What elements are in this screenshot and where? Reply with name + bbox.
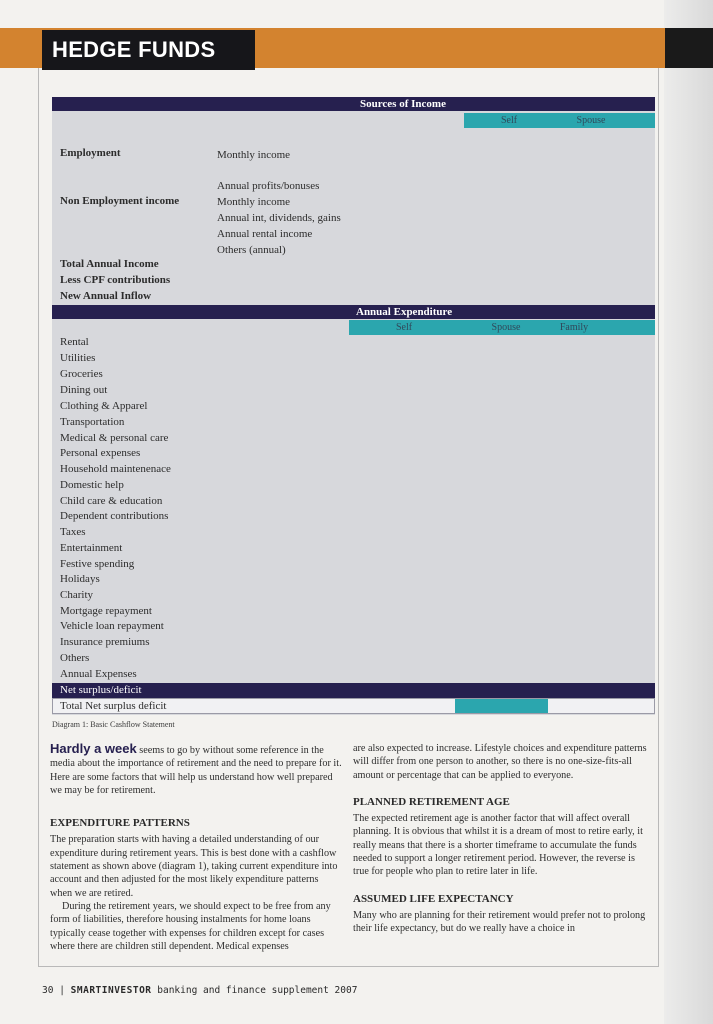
page-number: 30 (42, 985, 54, 996)
new-annual-inflow: New Annual Inflow (60, 290, 152, 302)
expense-row: Taxes (60, 526, 86, 538)
expenditure-title: Annual Expenditure (356, 306, 453, 318)
total-net-self-cell (455, 699, 548, 713)
expense-row: Household maintenenace (60, 463, 171, 475)
frame-line-right (658, 68, 659, 966)
employment-label: Employment (60, 147, 121, 159)
expense-row: Holidays (60, 573, 100, 585)
section-banner-end (665, 28, 713, 68)
intro-text: seems to go by without some reference in the media about the importance of retirement and the need to prepare for it. Here are some factors that will help us understand how well prepared we may be for retirement. (50, 745, 342, 796)
intro-paragraph (50, 742, 342, 797)
expense-row: Vehicle loan repayment (60, 620, 164, 632)
non-employment-item: Monthly income (217, 196, 291, 208)
expense-row: Annual Expenses (60, 668, 137, 680)
article-right-column (353, 742, 647, 936)
expense-row: Mortgage repayment (60, 605, 152, 617)
less-cpf: Less CPF contributions (60, 274, 171, 286)
paragraph-right-1: are also expected to increase. Lifestyle choices and expenditure patterns will differ from one person to another, so there is no one-size-fits-all amount or percentage that can be applied to everyone. (353, 743, 647, 781)
page-footer (42, 985, 357, 996)
net-surplus-label: Net surplus/deficit (60, 684, 142, 696)
non-employment-item: Annual rental income (217, 228, 313, 240)
expense-row: Festive spending (60, 558, 135, 570)
expense-row: Rental (60, 336, 89, 348)
expense-row: Charity (60, 589, 93, 601)
heading-life-expectancy: ASSUMED LIFE EXPECTANCY (353, 892, 514, 905)
expense-row: Insurance premiums (60, 636, 150, 648)
article-left-column (50, 742, 342, 953)
income-header (52, 97, 655, 111)
non-employment-item: Annual profits/bonuses (217, 180, 320, 192)
page-edge-shadow (664, 0, 713, 1024)
footer-separator: | (59, 985, 65, 996)
expenditure-column-bar (349, 320, 655, 335)
income-title: Sources of Income (360, 98, 446, 110)
exp-col-family: Family (559, 322, 589, 333)
expense-row: Entertainment (60, 542, 123, 554)
magazine-name: SMARTINVESTOR (70, 985, 152, 996)
paragraph-life-expectancy: Many who are planning for their retirement would prefer not to prolong their life expectancy, but do we really have a choice in (353, 909, 646, 935)
total-net-label: Total Net surplus deficit (60, 700, 167, 712)
non-employment-item: Others (annual) (217, 244, 286, 256)
cashflow-table (52, 97, 655, 715)
non-employment-label: Non Employment income (60, 195, 180, 207)
expense-row: Medical & personal care (60, 432, 169, 444)
total-net-row (52, 698, 655, 714)
expenditure-header (52, 305, 655, 319)
section-title: HEDGE FUNDS (42, 30, 255, 70)
diagram-caption: Diagram 1: Basic Cashflow Statement (52, 720, 175, 729)
total-annual-income: Total Annual Income (60, 258, 159, 270)
non-employment-item: Annual int, dividends, gains (217, 212, 341, 224)
paragraph-expenditure-1: The preparation starts with having a detailed understanding of our expenditure during retirement years. This is best done with a cashflow statement as shown above (diagram 1), taking current expenditure into account and then adjusted for the most likely expenditure patterns when we are retired. (50, 834, 338, 899)
expense-row: Dependent contributions (60, 510, 169, 522)
employment-item: Monthly income (217, 149, 291, 161)
paragraph-retirement-age: The expected retirement age is another factor that will affect overall planning. It is obvious that whilst it is a dream of most to retire early, it really means that there is a shorter timeframe to accumulate the funds needed to support a longer retirement period. However, the reverse is true for people who plan to retire later in life. (353, 813, 643, 878)
expense-row: Utilities (60, 352, 96, 364)
supplement-name: banking and finance supplement 2007 (157, 985, 358, 996)
paragraph-expenditure-2: During the retirement years, we should expect to be free from any form of liabilities, therefore housing instalments for home loans typically cease together with expenses for children except for cases where there are children still dependent. Medical expenses (50, 900, 331, 952)
expense-row: Dining out (60, 384, 108, 396)
exp-col-spouse: Spouse (491, 322, 521, 333)
frame-line-left (38, 68, 39, 966)
income-col-spouse: Spouse (576, 115, 606, 126)
lead-in: Hardly a week (50, 741, 137, 756)
expense-row: Personal expenses (60, 447, 141, 459)
net-surplus-bar (52, 683, 655, 698)
expense-row: Others (60, 652, 90, 664)
expense-row: Domestic help (60, 479, 124, 491)
expense-row: Transportation (60, 416, 125, 428)
frame-line-bottom (38, 966, 659, 967)
income-col-self: Self (500, 115, 518, 126)
expense-row: Groceries (60, 368, 103, 380)
income-column-bar (464, 113, 655, 128)
heading-expenditure: EXPENDITURE PATTERNS (50, 817, 190, 830)
expense-row: Clothing & Apparel (60, 400, 148, 412)
exp-col-self: Self (395, 322, 413, 333)
heading-retirement-age: PLANNED RETIREMENT AGE (353, 795, 510, 808)
expense-row: Child care & education (60, 495, 163, 507)
